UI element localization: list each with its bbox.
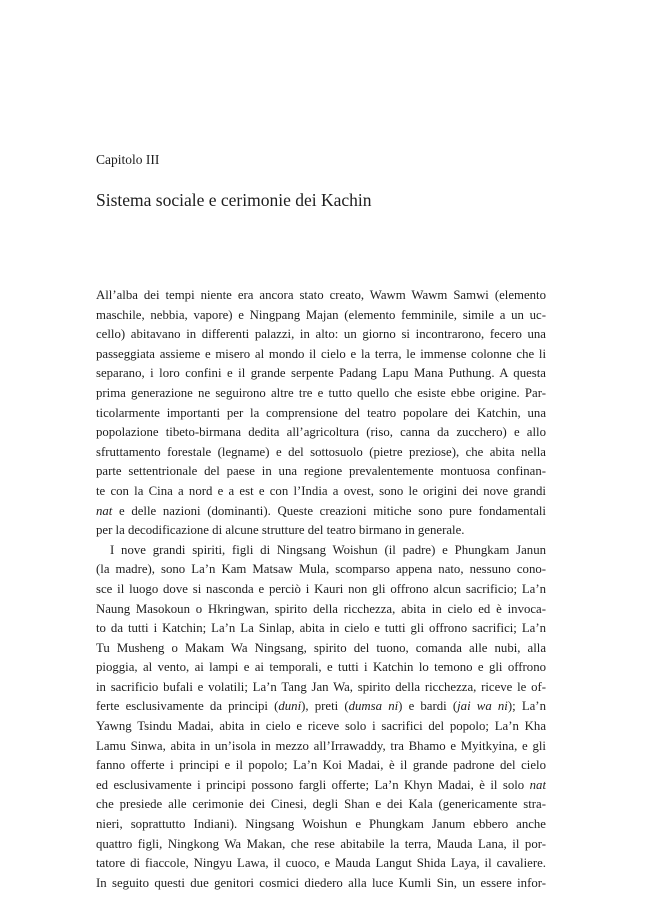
text-segment: Lamu Sinwa, abita in un’isola in mezzo all’Irrawaddy, tra Bhamo e Myitkyina, e gli bbox=[96, 738, 546, 753]
text-segment: maschile, nebbia, vapore) e Ningpang Majan (elemento femminile, simile a un uc- bbox=[96, 307, 546, 322]
text-line bbox=[96, 717, 546, 737]
text-line bbox=[96, 404, 546, 424]
chapter-label: Capitolo III bbox=[96, 152, 160, 167]
text-line bbox=[96, 697, 546, 717]
chapter-title: Sistema sociale e cerimonie dei Kachin bbox=[96, 190, 372, 210]
text-line bbox=[96, 658, 546, 678]
text-line bbox=[96, 325, 546, 345]
text-segment: ) e bardi ( bbox=[398, 699, 458, 714]
text-segment: ticolarmente importanti per la comprensione del teatro popolare dei Katchin, una bbox=[96, 405, 546, 420]
text-segment: prima generazione ne seguirono altre tre e tutto quello che esiste ebbe origine. Par- bbox=[96, 385, 546, 400]
text-line bbox=[96, 874, 546, 894]
text-line bbox=[96, 384, 546, 404]
italic-term: dumsa ni bbox=[348, 699, 399, 714]
text-line bbox=[96, 286, 546, 306]
italic-term: jai wa ni bbox=[457, 699, 508, 714]
text-segment: nieri, soprattutto Indiani). Ningsang Woishun e Phungkam Janum ebbero anche bbox=[96, 817, 546, 832]
text-line bbox=[96, 835, 546, 855]
text-segment: e delle nazioni (dominanti). Queste creazioni mitiche sono pure fondamentali bbox=[112, 503, 546, 518]
text-segment: In seguito questi due genitori cosmici diedero alla luce Kumli Sin, un essere infor- bbox=[96, 875, 546, 890]
text-segment: popolazione tibeto-birmana dedita all’agricoltura (riso, canna da zucchero) e allo bbox=[96, 425, 546, 440]
text-line bbox=[96, 560, 546, 580]
text-segment: ed esclusivamente i principi possono fargli offerte; La’n Khyn Madai, è il solo bbox=[96, 777, 530, 792]
text-line bbox=[96, 854, 546, 874]
text-segment: te con la Cina a nord e a est e con l’India a ovest, sono le origini dei nove grandi bbox=[96, 483, 546, 498]
text-segment: I nove grandi spiriti, figli di Ningsang Woishun (il padre) e Phungkam Janun bbox=[110, 542, 546, 557]
text-segment: to da tutti i Katchin; La’n La Sinlap, abita in cielo e tutti gli offrono sacrifici; La’n bbox=[96, 621, 546, 636]
text-line bbox=[96, 345, 546, 365]
text-line bbox=[96, 619, 546, 639]
text-segment: che presiede alle cerimonie dei Cinesi, degli Shan e dei Kala (genericamente stra- bbox=[96, 797, 546, 812]
text-segment: cello) abitavano in differenti palazzi, in alto: un giorno si incontrarono, fecero una bbox=[96, 327, 546, 342]
text-line bbox=[96, 443, 546, 463]
text-segment: passeggiata assieme e misero al mondo il cielo e la terra, le immense colonne che li bbox=[96, 346, 546, 361]
italic-term: duni bbox=[278, 699, 302, 714]
text-line bbox=[96, 678, 546, 698]
text-segment: parte settentrionale del paese in una regione prevalentemente montuosa confinan- bbox=[96, 464, 546, 479]
text-segment: sfruttamento forestale (legname) e del sottosuolo (pietre preziose), che abita nella bbox=[96, 444, 546, 459]
text-segment: Yawng Tsindu Madai, abita in cielo e riceve solo i sacrifici del popolo; La’n Kha bbox=[96, 719, 546, 734]
text-segment: tatore di fiaccole, Ningyu Lawa, il cuoco, e Mauda Langut Shida Laya, il cavaliere. bbox=[96, 856, 546, 871]
text-line bbox=[96, 815, 546, 835]
text-line bbox=[96, 306, 546, 326]
text-line bbox=[96, 600, 546, 620]
text-segment: ); La’n bbox=[507, 699, 546, 714]
text-line bbox=[96, 541, 546, 561]
italic-term: nat bbox=[529, 777, 546, 792]
text-line bbox=[96, 639, 546, 659]
text-segment: fanno offerte i principi e il popolo; La’n Koi Madai, è il grande padrone del cielo bbox=[96, 758, 546, 773]
text-line bbox=[96, 462, 546, 482]
text-line bbox=[96, 580, 546, 600]
text-segment: quattro figli, Ningkong Wa Makan, che rese abitabile la terra, Mauda Lana, il por- bbox=[96, 836, 546, 851]
text-segment: ferte esclusivamente da principi ( bbox=[96, 699, 279, 714]
text-segment: per la decodificazione di alcune strutture del teatro birmano in generale. bbox=[96, 523, 465, 538]
body-text bbox=[96, 286, 546, 893]
text-segment: in sacrificio bufali e volatili; La’n Tang Jan Wa, spirito della ricchezza, riceve le of- bbox=[96, 679, 546, 694]
text-segment: pioggia, al vento, ai lampi e ai temporali, e tutti i Katchin lo temono e gli offrono bbox=[96, 660, 546, 675]
text-line bbox=[96, 795, 546, 815]
text-line bbox=[96, 776, 546, 796]
text-segment: sce il luogo dove si nasconda e perciò i Kauri non gli offrono alcun sacrificio; La’n bbox=[96, 581, 546, 596]
text-line bbox=[96, 502, 546, 522]
text-line bbox=[96, 364, 546, 384]
text-segment: ), preti ( bbox=[301, 699, 349, 714]
text-line bbox=[96, 423, 546, 443]
text-segment: separano, i loro confini e il grande serpente Padang Lapu Mana Puthung. A questa bbox=[96, 366, 546, 381]
text-line bbox=[96, 482, 546, 502]
text-line bbox=[96, 756, 546, 776]
text-line bbox=[96, 737, 546, 757]
text-line bbox=[96, 521, 546, 541]
text-segment: Naung Masokoun o Hkringwan, spirito della ricchezza, abita in cielo ed è invoca- bbox=[96, 601, 546, 616]
text-segment: All’alba dei tempi niente era ancora stato creato, Wawm Wawm Samwi (elemento bbox=[96, 288, 546, 302]
text-segment: (la madre), sono La’n Kam Matsaw Mula, scomparso appena nato, nessuno cono- bbox=[96, 562, 546, 577]
text-segment: Tu Musheng o Makam Wa Ningsang, spirito del tuono, comanda alle nubi, alla bbox=[96, 640, 546, 655]
italic-term: nat bbox=[96, 503, 113, 518]
